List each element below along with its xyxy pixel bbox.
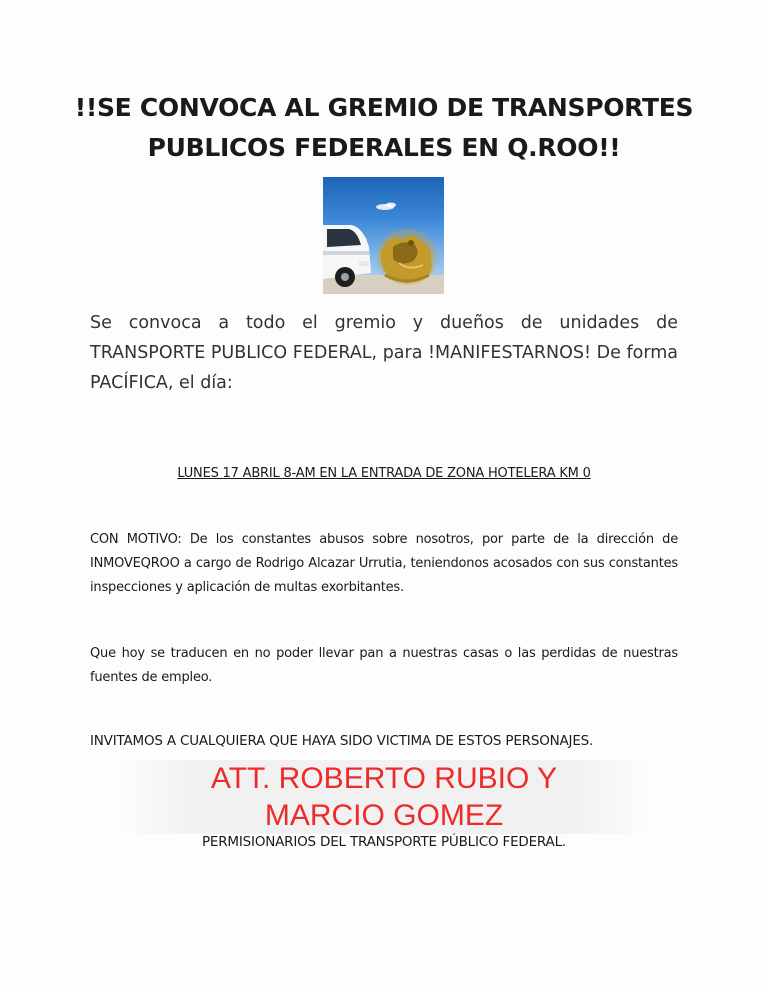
flyer-title (60, 88, 708, 168)
signature-block (120, 760, 648, 834)
event-date-line: LUNES 17 ABRIL 8-AM EN LA ENTRADA DE ZONA HOTELERA KM 0 (177, 466, 591, 481)
motive-paragraph: CON MOTIVO: De los constantes abusos sobre nosotros, por parte de la dirección de INMOVEQROO a cargo de Rodrigo Alcazar Urrutia, teniendonos acosados con sus constantes inspecciones y aplicación de multas exorbitantes. (90, 532, 678, 595)
van-photo (323, 177, 444, 294)
intro-paragraph: Se convoca a todo el gremio y dueños de unidades de TRANSPORTE PUBLICO FEDERAL, para !MANIFESTARNOS! De forma PACÍFICA, el día: (90, 313, 678, 393)
consequence-paragraph: Que hoy se traducen en no poder llevar pan a nuestras casas o las perdidas de nuestras fuentes de empleo. (90, 646, 678, 685)
van-with-mexican-eagle-emblem-icon (323, 177, 444, 294)
title-line-1: !!SE CONVOCA AL GREMIO DE TRANSPORTES (74, 93, 694, 122)
title-line-2: PUBLICOS FEDERALES EN Q.ROO!! (147, 133, 621, 162)
invitation-line: INVITAMOS A CUALQUIERA QUE HAYA SIDO VICTIMA DE ESTOS PERSONAJES. (90, 733, 594, 749)
signature-line-1: ATT. ROBERTO RUBIO Y (210, 762, 558, 795)
signature-line-2: MARCIO GOMEZ (264, 799, 504, 832)
permit-holders-line: PERMISIONARIOS DEL TRANSPORTE PÚBLICO FEDERAL. (201, 834, 567, 850)
